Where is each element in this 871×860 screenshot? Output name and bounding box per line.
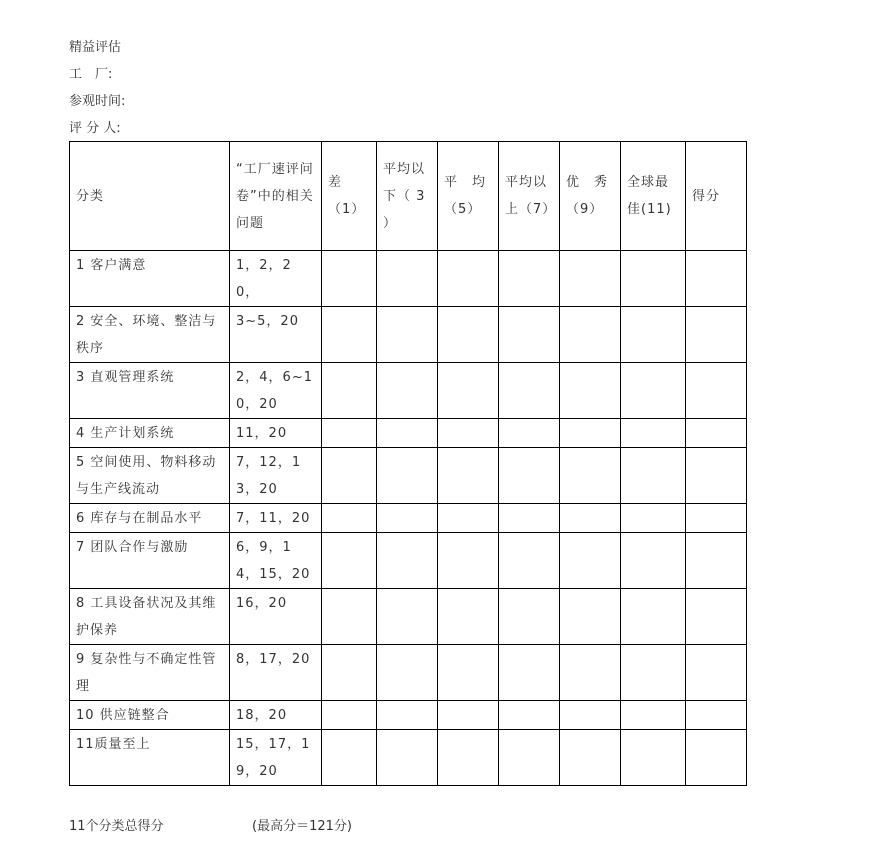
category-cell: 3 直观管理系统 (70, 363, 230, 419)
score-cell[interactable] (686, 589, 747, 645)
score-cell[interactable] (322, 251, 377, 307)
table-header-row (70, 142, 747, 251)
table-row (70, 645, 747, 701)
score-cell[interactable] (499, 251, 560, 307)
questions-cell: 18，20 (230, 701, 322, 730)
score-cell[interactable] (560, 533, 621, 589)
category-cell: 2 安全、环境、整洁与秩序 (70, 307, 230, 363)
score-cell[interactable] (377, 701, 438, 730)
score-cell[interactable] (560, 363, 621, 419)
score-cell[interactable] (560, 448, 621, 504)
category-cell: 1 客户满意 (70, 251, 230, 307)
score-cell[interactable] (621, 504, 686, 533)
score-cell[interactable] (438, 645, 499, 701)
score-cell[interactable] (438, 363, 499, 419)
score-cell[interactable] (438, 251, 499, 307)
questions-cell: 1，2，20， (230, 251, 322, 307)
max-score-note: (最高分＝121分) (252, 819, 352, 834)
score-cell[interactable] (560, 419, 621, 448)
score-cell[interactable] (621, 533, 686, 589)
score-cell[interactable] (621, 701, 686, 730)
score-cell[interactable] (322, 363, 377, 419)
questions-cell: 7，12，13，20 (230, 448, 322, 504)
score-cell[interactable] (377, 533, 438, 589)
category-cell: 4 生产计划系统 (70, 419, 230, 448)
table-row (70, 307, 747, 363)
score-cell[interactable] (686, 251, 747, 307)
visit-time-label: 参观时间: (69, 94, 126, 109)
factory-label: 工 厂: (69, 67, 113, 82)
score-cell[interactable] (499, 730, 560, 786)
score-cell[interactable] (499, 701, 560, 730)
score-cell[interactable] (621, 419, 686, 448)
score-cell[interactable] (686, 363, 747, 419)
score-cell[interactable] (438, 701, 499, 730)
category-cell: 8 工具设备状况及其维护保养 (70, 589, 230, 645)
category-cell: 7 团队合作与激励 (70, 533, 230, 589)
category-cell: 9 复杂性与不确定性管理 (70, 645, 230, 701)
score-cell[interactable] (560, 251, 621, 307)
column-header-below-average: 平均以下（ 3 ） (377, 142, 438, 251)
column-header-above-average: 平均以上（7） (499, 142, 560, 251)
score-cell[interactable] (499, 533, 560, 589)
score-cell[interactable] (686, 533, 747, 589)
column-header-average: 平 均（5） (438, 142, 499, 251)
questions-cell: 15，17，19，20 (230, 730, 322, 786)
table-row (70, 730, 747, 786)
score-cell[interactable] (686, 730, 747, 786)
score-cell[interactable] (686, 307, 747, 363)
score-cell[interactable] (621, 448, 686, 504)
score-cell[interactable] (499, 645, 560, 701)
questions-cell: 11，20 (230, 419, 322, 448)
lean-assessment-table (69, 141, 747, 786)
score-cell[interactable] (686, 448, 747, 504)
score-cell[interactable] (377, 363, 438, 419)
questions-cell: 7，11，20 (230, 504, 322, 533)
score-cell[interactable] (686, 701, 747, 730)
score-cell[interactable] (377, 504, 438, 533)
score-cell[interactable] (686, 504, 747, 533)
score-cell[interactable] (560, 645, 621, 701)
table-row (70, 251, 747, 307)
column-header-excellent: 优 秀（9） (560, 142, 621, 251)
score-cell[interactable] (438, 730, 499, 786)
score-cell[interactable] (377, 251, 438, 307)
score-cell[interactable] (621, 251, 686, 307)
score-cell[interactable] (621, 730, 686, 786)
score-cell[interactable] (377, 645, 438, 701)
score-cell[interactable] (438, 448, 499, 504)
score-cell[interactable] (322, 533, 377, 589)
questions-cell: 3~5，20 (230, 307, 322, 363)
score-cell[interactable] (686, 419, 747, 448)
score-cell[interactable] (438, 419, 499, 448)
score-cell[interactable] (322, 504, 377, 533)
score-cell[interactable] (438, 307, 499, 363)
score-cell[interactable] (322, 701, 377, 730)
rater-label: 评 分 人: (69, 121, 121, 136)
questions-cell: 2，4，6~10，20 (230, 363, 322, 419)
score-cell[interactable] (499, 363, 560, 419)
score-cell[interactable] (377, 448, 438, 504)
score-cell[interactable] (621, 589, 686, 645)
column-header-poor: 差（1） (322, 142, 377, 251)
table-row (70, 701, 747, 730)
category-cell: 5 空间使用、物料移动与生产线流动 (70, 448, 230, 504)
questions-cell: 6，9，14，15，20 (230, 533, 322, 589)
table-row (70, 533, 747, 589)
score-cell[interactable] (322, 307, 377, 363)
table-row (70, 363, 747, 419)
score-cell[interactable] (499, 504, 560, 533)
column-header-category: 分类 (70, 142, 230, 251)
score-cell[interactable] (322, 589, 377, 645)
document-title: 精益评估 (69, 40, 122, 55)
table-row (70, 589, 747, 645)
score-cell[interactable] (499, 589, 560, 645)
total-score-label: 11个分类总得分 (69, 819, 164, 834)
questions-cell: 16，20 (230, 589, 322, 645)
column-header-questions: “工厂速评问卷”中的相关问题 (230, 142, 322, 251)
score-cell[interactable] (377, 730, 438, 786)
column-header-score: 得分 (686, 142, 747, 251)
score-cell[interactable] (621, 645, 686, 701)
score-cell[interactable] (438, 504, 499, 533)
score-cell[interactable] (560, 589, 621, 645)
table-row (70, 419, 747, 448)
score-cell[interactable] (499, 307, 560, 363)
score-cell[interactable] (499, 419, 560, 448)
score-cell[interactable] (686, 645, 747, 701)
score-cell[interactable] (621, 363, 686, 419)
score-cell[interactable] (322, 448, 377, 504)
score-cell[interactable] (499, 448, 560, 504)
score-cell[interactable] (377, 419, 438, 448)
score-cell[interactable] (560, 504, 621, 533)
score-cell[interactable] (322, 645, 377, 701)
category-cell: 6 库存与在制品水平 (70, 504, 230, 533)
score-cell[interactable] (377, 307, 438, 363)
table-row (70, 448, 747, 504)
score-cell[interactable] (560, 307, 621, 363)
score-cell[interactable] (377, 589, 438, 645)
score-cell[interactable] (438, 589, 499, 645)
score-cell[interactable] (560, 730, 621, 786)
score-cell[interactable] (322, 730, 377, 786)
category-cell: 11质量至上 (70, 730, 230, 786)
questions-cell: 8，17，20 (230, 645, 322, 701)
table-row (70, 504, 747, 533)
score-cell[interactable] (322, 419, 377, 448)
category-cell: 10 供应链整合 (70, 701, 230, 730)
score-cell[interactable] (560, 701, 621, 730)
score-cell[interactable] (621, 307, 686, 363)
score-cell[interactable] (438, 533, 499, 589)
column-header-world-class: 全球最佳(11) (621, 142, 686, 251)
